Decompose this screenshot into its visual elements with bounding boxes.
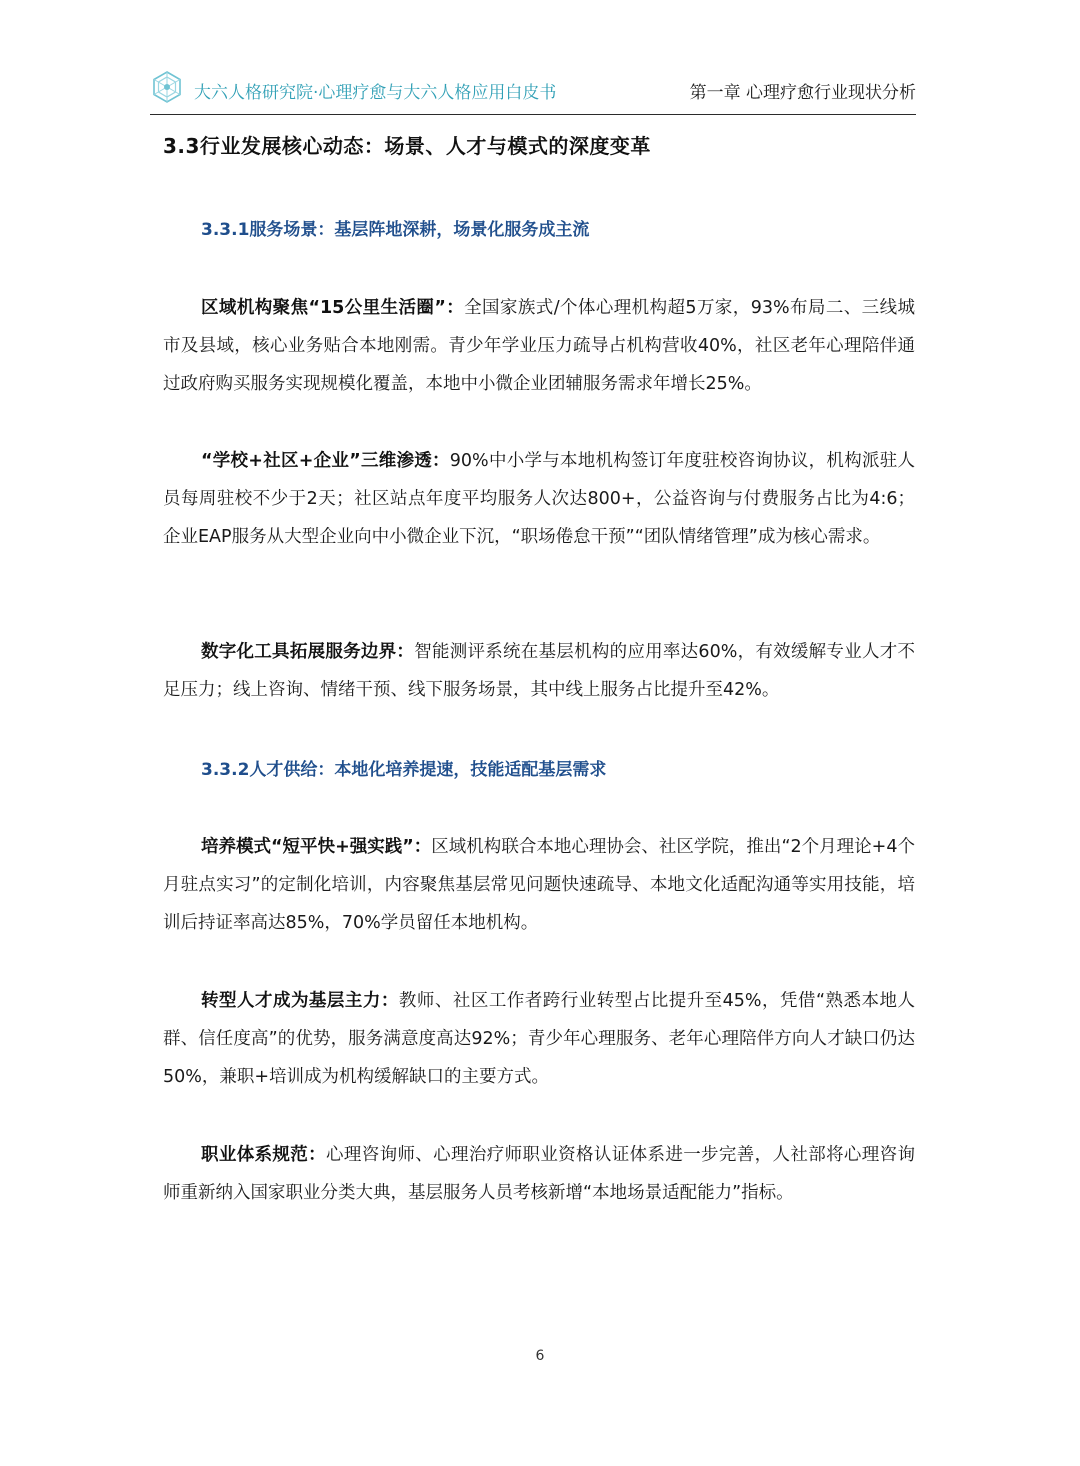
paragraph-text: 智能测评系统在基层机构的应用率达60%，有效缓解专业人才不足压力；线上咨询、情绪干预、线下服务场景，其中线上服务占比提升至42%。	[163, 642, 915, 700]
paragraph	[163, 442, 915, 556]
paragraph	[163, 1136, 915, 1212]
section-heading: 3.3行业发展核心动态：场景、人才与模式的深度变革	[163, 134, 651, 158]
paragraph-lead: 转型人才成为基层主力：	[201, 991, 399, 1011]
paragraph-text: 全国家族式/个体心理机构超5万家，93%布局二、三线城市及县域，核心业务贴合本地刚需。青少年学业压力疏导占机构营收40%，社区老年心理陪伴通过政府购买服务实现规模化覆盖，本地中小微企业团辅服务需求年增长25%。	[163, 298, 915, 394]
hexagon-logo-icon	[150, 70, 184, 104]
paragraph-text: 教师、社区工作者跨行业转型占比提升至45%，凭借“熟悉本地人群、信任度高”的优势，服务满意度高达92%；青少年心理服务、老年心理陪伴方向人才缺口仍达50%，兼职+培训成为机构缓解缺口的主要方式。	[163, 991, 916, 1087]
paragraph	[163, 289, 915, 403]
paragraph-lead: 职业体系规范：	[201, 1145, 327, 1165]
chapter-title: 第一章 心理疗愈行业现状分析	[689, 83, 916, 103]
paragraph	[163, 982, 915, 1096]
paragraph-text: 区域机构联合本地心理协会、社区学院，推出“2个月理论+4个月驻点实习”的定制化培训，内容聚焦基层常见问题快速疏导、本地文化适配沟通等实用技能，培训后持证率高达85%，70%学员留任本地机构。	[163, 837, 915, 933]
paragraph	[163, 633, 915, 709]
page-header	[150, 68, 916, 115]
paragraph-text: 90%中小学与本地机构签订年度驻校咨询协议，机构派驻人员每周驻校不少于2天；社区站点年度平均服务人次达800+，公益咨询与付费服务占比为4:6；企业EAP服务从大型企业向中小微企业下沉，“职场倦怠干预”“团队情绪管理”成为核心需求。	[163, 451, 915, 547]
paragraph-text: 心理咨询师、心理治疗师职业资格认证体系进一步完善，人社部将心理咨询师重新纳入国家职业分类大典，基层服务人员考核新增“本地场景适配能力”指标。	[163, 1145, 916, 1203]
paragraph-lead: 区域机构聚焦“15公里生活圈”：	[201, 298, 465, 318]
subsection-heading: 3.3.1服务场景：基层阵地深耕，场景化服务成主流	[201, 220, 590, 240]
paragraph-lead: 培养模式“短平快+强实践”：	[201, 837, 432, 857]
subsection-heading: 3.3.2人才供给：本地化培养提速，技能适配基层需求	[201, 760, 607, 780]
document-title: 大六人格研究院·心理疗愈与大六人格应用白皮书	[194, 83, 557, 103]
paragraph	[163, 828, 915, 942]
page-number: 6	[535, 1348, 545, 1364]
paragraph-lead: “学校+社区+企业”三维渗透：	[201, 451, 450, 471]
paragraph-lead: 数字化工具拓展服务边界：	[201, 642, 415, 662]
